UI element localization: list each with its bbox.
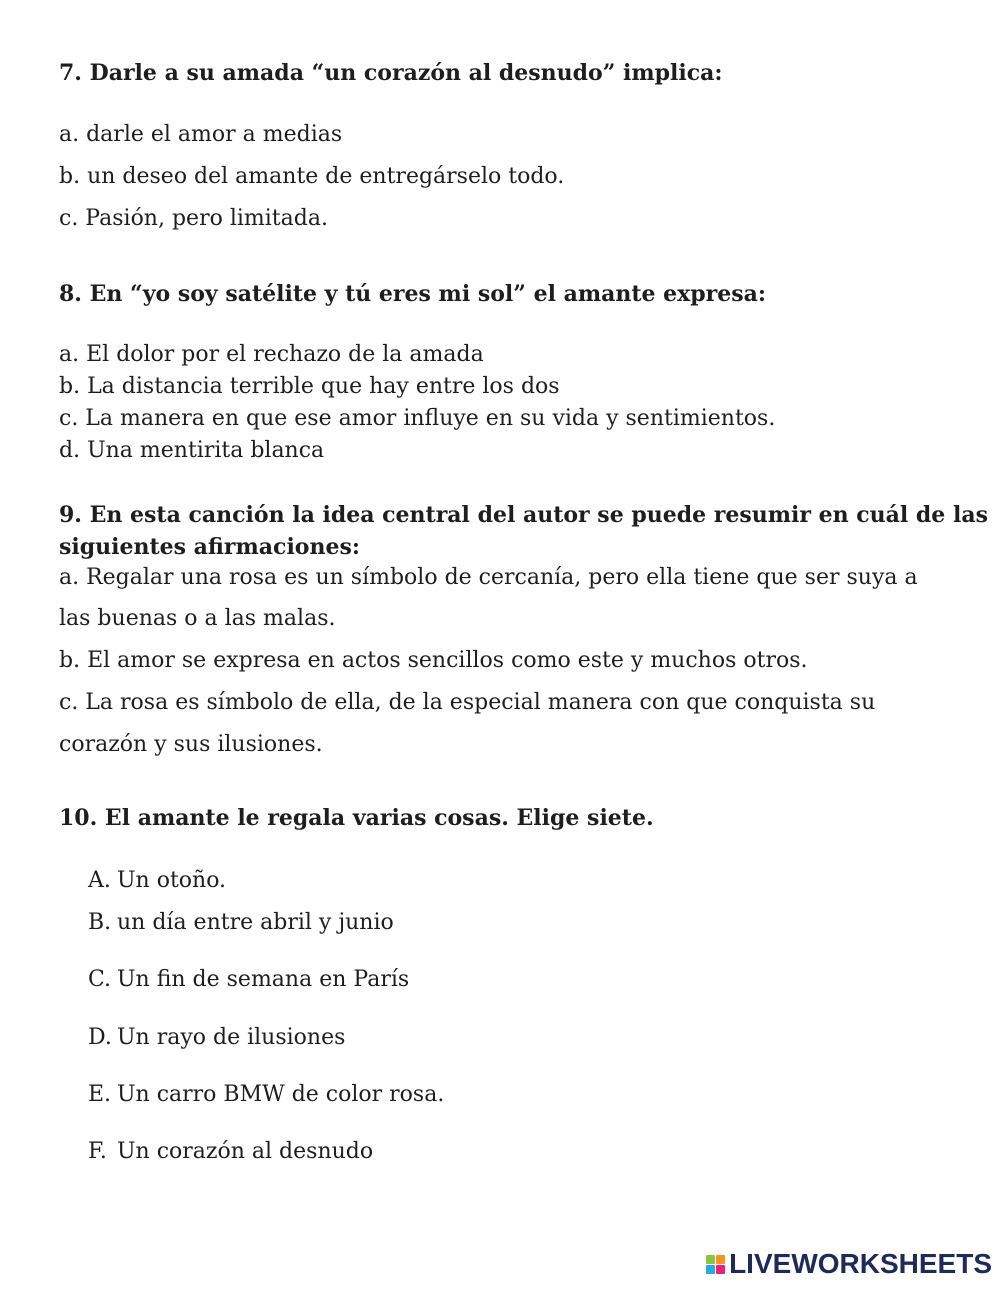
question-8-title: 8. En “yo soy satélite y tú eres mi sol” el amante expresa: [59, 281, 767, 307]
logo-square-orange [716, 1255, 725, 1264]
question-10-option-d[interactable] [88, 1025, 345, 1051]
logo-square-blue [706, 1265, 715, 1274]
question-8-option-b[interactable]: b. La distancia terrible que hay entre los dos [59, 374, 560, 399]
option-letter: D. [88, 1025, 112, 1050]
option-text: Un carro BMW de color rosa. [117, 1082, 445, 1107]
brand-name: LIVEWORKSHEETS [729, 1248, 992, 1279]
question-7-option-a[interactable]: a. darle el amor a medias [59, 122, 343, 147]
logo-square-green [706, 1255, 715, 1264]
question-7-option-b[interactable]: b. un deseo del amante de entregárselo todo. [59, 164, 565, 189]
question-9-title-line-1: 9. En esta canción la idea central del autor se puede resumir en cuál de las [59, 502, 988, 528]
option-letter: B. [88, 910, 112, 935]
question-8-option-d[interactable]: d. Una mentirita blanca [59, 438, 325, 463]
question-7-option-c[interactable]: c. Pasión, pero limitada. [59, 206, 328, 231]
question-9-option-a[interactable]: a. Regalar una rosa es un símbolo de cercanía, pero ella tiene que ser suya a [59, 565, 918, 590]
question-8-option-a[interactable]: a. El dolor por el rechazo de la amada [59, 342, 484, 367]
option-text: un día entre abril y junio [117, 910, 394, 935]
option-text: Un rayo de ilusiones [117, 1025, 346, 1050]
question-10-option-c[interactable] [88, 967, 409, 993]
liveworksheets-logo[interactable] [706, 1249, 992, 1279]
question-9-title-line-2: siguientes afirmaciones: [59, 534, 360, 560]
option-letter: E. [88, 1082, 112, 1107]
question-9-option-c[interactable]: c. La rosa es símbolo de ella, de la especial manera con que conquista su [59, 690, 876, 715]
option-letter: C. [88, 967, 112, 992]
question-10-option-b[interactable] [88, 910, 394, 936]
question-9-option-b[interactable]: b. El amor se expresa en actos sencillos como este y muchos otros. [59, 648, 808, 673]
option-letter: A. [88, 868, 111, 893]
option-text: Un corazón al desnudo [117, 1139, 374, 1164]
question-10-title: 10. El amante le regala varias cosas. Elige siete. [59, 805, 654, 831]
question-10-option-e[interactable] [88, 1082, 444, 1108]
liveworksheets-logo-icon [706, 1255, 725, 1274]
question-10-option-a[interactable] [88, 868, 226, 894]
question-10-option-f[interactable] [88, 1139, 373, 1165]
question-9-option-a-cont[interactable]: las buenas o a las malas. [59, 606, 336, 631]
option-letter: F. [88, 1139, 107, 1164]
question-9-option-c-cont[interactable]: corazón y sus ilusiones. [59, 732, 323, 757]
question-7-title: 7. Darle a su amada “un corazón al desnudo” implica: [59, 60, 723, 86]
question-8-option-c[interactable]: c. La manera en que ese amor influye en su vida y sentimientos. [59, 406, 776, 431]
option-text: Un otoño. [117, 868, 227, 893]
logo-square-pink [716, 1265, 725, 1274]
option-text: Un fin de semana en París [117, 967, 410, 992]
